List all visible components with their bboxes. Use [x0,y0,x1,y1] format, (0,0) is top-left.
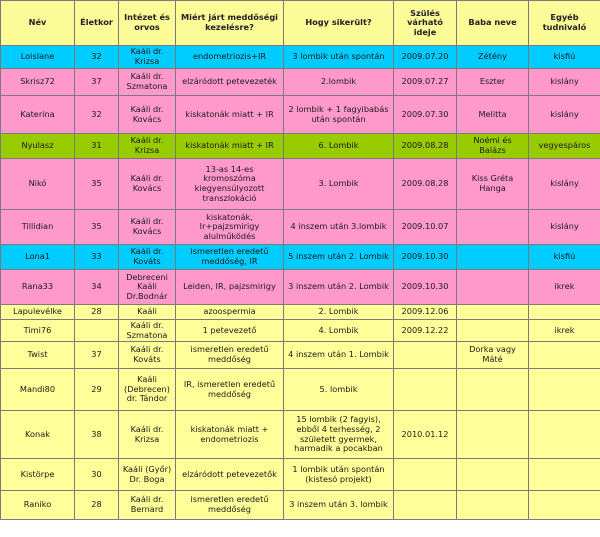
header-egyeb: Egyéb tudnivaló [529,1,600,46]
cell-intezet-orvos: Kaáli dr. Krizsa [119,46,176,69]
cell-eletkor: 37 [75,342,119,369]
cell-baba-neve [457,320,529,342]
cell-egyeb [529,411,600,459]
table-row [1,134,600,159]
cell-eredmeny: 4 inszem után 3.lombik [284,210,394,245]
cell-intezet-orvos: Kaáli dr. Szmatona [119,320,176,342]
cell-szules-ideje: 2009.12.22 [394,320,457,342]
cell-intezet-orvos: Kaáli dr. Kovács [119,96,176,134]
table-row [1,69,600,96]
table-row [1,411,600,459]
cell-eletkor: 35 [75,210,119,245]
cell-egyeb [529,305,600,320]
cell-szules-ideje: 2009.12.06 [394,305,457,320]
cell-intezet-orvos: Kaáli dr. Kovács [119,210,176,245]
cell-szules-ideje [394,459,457,491]
cell-nev: Kistörpe [1,459,75,491]
cell-baba-neve: Eszter [457,69,529,96]
cell-intezet-orvos: Kaáli dr. Krizsa [119,134,176,159]
cell-eletkor: 28 [75,491,119,520]
cell-baba-neve [457,411,529,459]
cell-eredmeny: 4. Lombik [284,320,394,342]
cell-intezet-orvos: Kaáli dr. Kováts [119,342,176,369]
table-row [1,46,600,69]
cell-szules-ideje: 2009.07.20 [394,46,457,69]
cell-baba-neve [457,491,529,520]
cell-nev: Lapulevélke [1,305,75,320]
table-row [1,305,600,320]
table-row [1,491,600,520]
cell-szules-ideje [394,369,457,411]
cell-egyeb: kislány [529,96,600,134]
cell-eredmeny: 3 lombik után spontán [284,46,394,69]
cell-szules-ideje [394,342,457,369]
cell-baba-neve: Noémi és Balázs [457,134,529,159]
cell-intezet-orvos: Kaáli dr. Szmatona [119,69,176,96]
cell-eletkor: 38 [75,411,119,459]
cell-kezeles-oka: ismeretlen eredetű meddőség [176,342,284,369]
cell-baba-neve: Melitta [457,96,529,134]
cell-baba-neve [457,210,529,245]
cell-nev: Nyulasz [1,134,75,159]
header-kezeles-oka: Miért járt meddőségi kezelésre? [176,1,284,46]
cell-eredmeny: 15 lombik (2 fagyis), ebből 4 terhesség, 2 született gyermek, harmadik a pocakban [284,411,394,459]
cell-nev: Tillidian [1,210,75,245]
cell-eletkor: 32 [75,96,119,134]
cell-szules-ideje: 2009.07.27 [394,69,457,96]
cell-kezeles-oka: kiskatonák, Ir+pajzsmirigy alulműködés [176,210,284,245]
cell-kezeles-oka: elzáródott petevezetők [176,459,284,491]
table-row [1,159,600,210]
cell-kezeles-oka: 13-as 14-es kromoszóma kiegyensúlyozott transzlokáció [176,159,284,210]
cell-egyeb: kislány [529,210,600,245]
cell-egyeb [529,369,600,411]
cell-nev: Konak [1,411,75,459]
cell-szules-ideje: 2009.08.28 [394,134,457,159]
table-row [1,459,600,491]
cell-nev: Rana33 [1,270,75,305]
cell-eredmeny: 3 inszem után 2. Lombik [284,270,394,305]
cell-kezeles-oka: kiskatonák miatt + endometriozis [176,411,284,459]
cell-nev: Twist [1,342,75,369]
cell-szules-ideje: 2010.01.12 [394,411,457,459]
cell-intezet-orvos: Kaáli dr. Krizsa [119,411,176,459]
cell-eredmeny: 2.lombik [284,69,394,96]
cell-nev: Skrisz72 [1,69,75,96]
cell-intezet-orvos: Kaáli [119,305,176,320]
cell-egyeb: ikrek [529,270,600,305]
cell-szules-ideje: 2009.08.28 [394,159,457,210]
table-row [1,342,600,369]
cell-szules-ideje: 2009.10.30 [394,245,457,270]
cell-intezet-orvos: Debreceni Kaáli Dr.Bodnár [119,270,176,305]
cell-szules-ideje: 2009.07.30 [394,96,457,134]
cell-nev: Mandi80 [1,369,75,411]
cell-egyeb: kislány [529,69,600,96]
cell-eredmeny: 3. Lombik [284,159,394,210]
cell-eletkor: 33 [75,245,119,270]
cell-szules-ideje [394,491,457,520]
cell-eredmeny: 5 inszem után 2. Lombik [284,245,394,270]
cell-kezeles-oka: endometriozis+IR [176,46,284,69]
cell-eletkor: 34 [75,270,119,305]
table-row [1,210,600,245]
header-intezet-orvos: Intézet és orvos [119,1,176,46]
table-row [1,369,600,411]
cell-baba-neve: Dorka vagy Máté [457,342,529,369]
cell-nev: Raniko [1,491,75,520]
cell-eredmeny: 2. Lombik [284,305,394,320]
cell-egyeb [529,342,600,369]
cell-kezeles-oka: azoospermia [176,305,284,320]
cell-egyeb: ikrek [529,320,600,342]
cell-szules-ideje: 2009.10.07 [394,210,457,245]
cell-kezeles-oka: ismeretlen eredetű meddőség [176,491,284,520]
cell-baba-neve [457,270,529,305]
cell-eletkor: 28 [75,305,119,320]
cell-egyeb [529,491,600,520]
cell-eletkor: 32 [75,46,119,69]
cell-kezeles-oka: IR, ismeretlen eredetű meddőség [176,369,284,411]
cell-kezeles-oka: Leiden, IR, pajzsmirigy [176,270,284,305]
table-row [1,245,600,270]
header-row [1,1,600,46]
cell-kezeles-oka: kiskatonák miatt + IR [176,96,284,134]
cell-intezet-orvos: Kaáli (Győr) Dr. Boga [119,459,176,491]
cell-intezet-orvos: Kaáli dr. Bernard [119,491,176,520]
cell-egyeb: vegyespáros [529,134,600,159]
cell-baba-neve: Zétény [457,46,529,69]
cell-intezet-orvos: Kaáli dr. Kovács [119,159,176,210]
table-row [1,96,600,134]
cell-kezeles-oka: 1 petevezető [176,320,284,342]
cell-nev: Loislane [1,46,75,69]
cell-baba-neve [457,369,529,411]
cell-eredmeny: 1 lombik után spontán (kistesó projekt) [284,459,394,491]
cell-kezeles-oka: elzáródott petevezeték [176,69,284,96]
cell-kezeles-oka: kiskatonák miatt + IR [176,134,284,159]
cell-egyeb [529,459,600,491]
cell-szules-ideje: 2009.10.30 [394,270,457,305]
cell-eredmeny: 2 lombik + 1 fagyibabás után spontán [284,96,394,134]
cell-eredmeny: 4 inszem után 1. Lombik [284,342,394,369]
cell-nev: Katerina [1,96,75,134]
header-eredmeny: Hogy sikerült? [284,1,394,46]
cell-eletkor: 35 [75,159,119,210]
cell-eletkor: 37 [75,69,119,96]
cell-eletkor [75,320,119,342]
cell-egyeb: kislány [529,159,600,210]
cell-nev: Lona1 [1,245,75,270]
table-row [1,320,600,342]
cell-eletkor: 30 [75,459,119,491]
cell-baba-neve [457,245,529,270]
cell-intezet-orvos: Kaáli dr. Kováts [119,245,176,270]
cell-intezet-orvos: Kaáli (Debrecen) dr. Tándor [119,369,176,411]
cell-egyeb: kisfiú [529,245,600,270]
cell-egyeb: kisfiú [529,46,600,69]
cell-nev: Timi76 [1,320,75,342]
cell-nev: Nikó [1,159,75,210]
cell-eredmeny: 6. Lombik [284,134,394,159]
cell-eredmeny: 5. lombik [284,369,394,411]
cell-eletkor: 31 [75,134,119,159]
header-eletkor: Életkor [75,1,119,46]
header-baba-neve: Baba neve [457,1,529,46]
table-row [1,270,600,305]
cell-baba-neve: Kiss Gréta Hanga [457,159,529,210]
header-nev: Név [1,1,75,46]
cell-eredmeny: 3 inszem után 3. lombik [284,491,394,520]
cell-eletkor: 29 [75,369,119,411]
cell-baba-neve [457,305,529,320]
cell-kezeles-oka: ismeretlen eredetű meddőség, IR [176,245,284,270]
cell-baba-neve [457,459,529,491]
header-szules-ideje: Szülés várható ideje [394,1,457,46]
